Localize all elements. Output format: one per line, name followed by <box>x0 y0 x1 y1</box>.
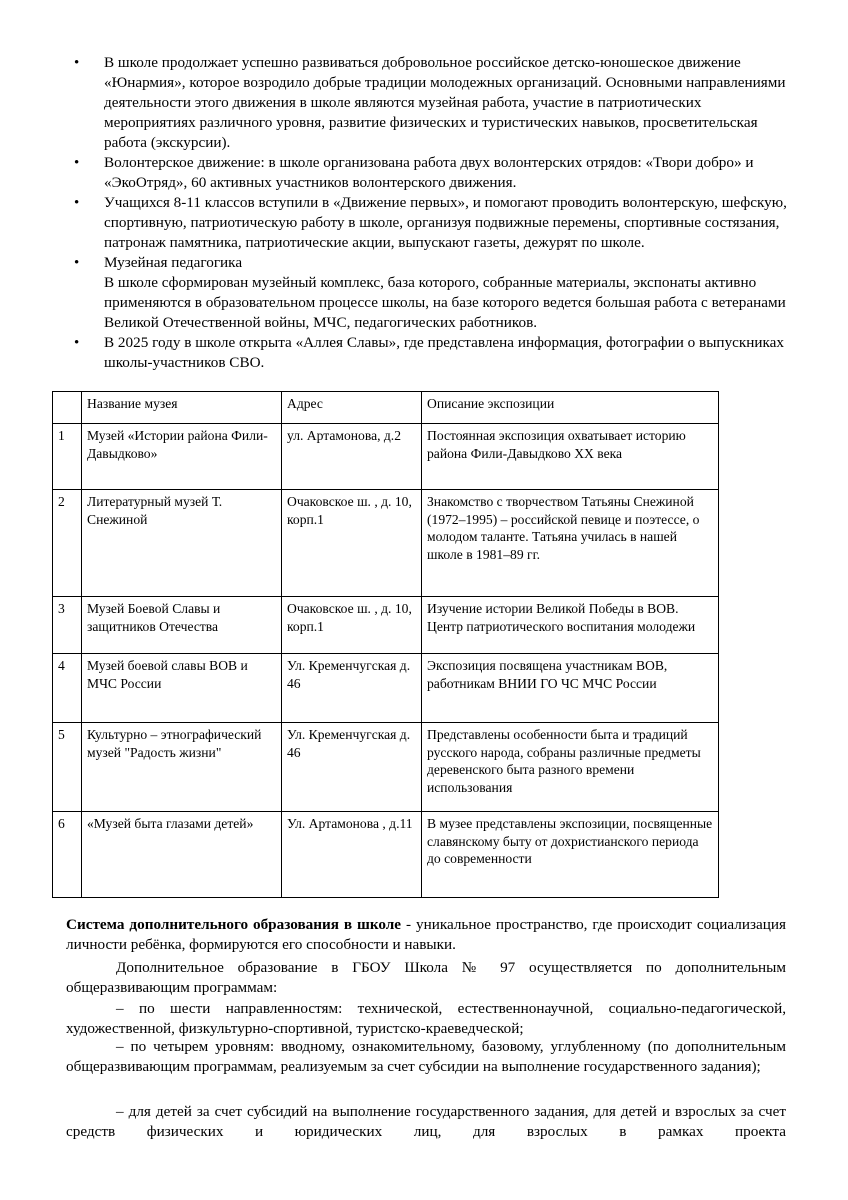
paragraph-text: – для детей за счет субсидий на выполнение государственного задания, для детей и взрослых за счет средств физических и юридических лиц, для взрослых в рамках проекта <box>66 1103 786 1140</box>
museum-description: Экспозиция посвящена участникам ВОВ, работникам ВНИИ ГО ЧС МЧС России <box>422 654 719 723</box>
column-header-address: Адрес <box>282 392 422 424</box>
column-header-description: Описание экспозиции <box>422 392 719 424</box>
museum-address: Ул. Кременчугская д. 46 <box>282 654 422 723</box>
row-number: 3 <box>53 597 82 654</box>
row-number: 2 <box>53 490 82 597</box>
table-row <box>53 597 719 654</box>
museum-address: Очаковское ш. , д. 10, корп.1 <box>282 490 422 597</box>
museum-description: В музее представлены экспозиции, посвященные славянскому быту от дохристианского периода до современности <box>422 812 719 898</box>
museum-description: Знакомство с творчеством Татьяны Снежиной (1972–1995) – российской певице и поэтессе, о молодом таланте. Татьяна училась в нашей школе в 1981–89 гг. <box>422 490 719 597</box>
museum-name: Музей Боевой Славы и защитников Отечества <box>82 597 282 654</box>
museum-name: Музей «Истории района Фили-Давыдково» <box>82 424 282 490</box>
museum-name: Культурно – этнографический музей "Радость жизни" <box>82 723 282 812</box>
paragraph-text: – по шести направленностям: технической, естественнонаучной, социально-педагогической, художественной, физкультурно-спортивной, туристско-краеведческой; <box>66 1000 786 1037</box>
row-number: 5 <box>53 723 82 812</box>
table-row <box>53 723 719 812</box>
museum-address: ул. Артамонова, д.2 <box>282 424 422 490</box>
paragraph-text: - уникальное пространство, где происходит социализация личности ребёнка, формируются его способности и навыки. <box>66 916 786 953</box>
table-row <box>53 490 719 597</box>
section-heading: Система дополнительного образования в школе <box>66 916 402 933</box>
list-item: • Учащихся 8-11 классов вступили в «Движение первых», и помогают проводить волонтерскую, шефскую, спортивную, патриотическую работу в школе, организуя подвижные перемены, спортивные состязания, патронаж памятника, патриотические акции, выпускают газеты, дежурят по школе. <box>74 193 794 253</box>
table-row <box>53 424 719 490</box>
museum-name: Литературный музей Т. Снежиной <box>82 490 282 597</box>
row-number: 6 <box>53 812 82 898</box>
intro-paragraph <box>66 915 786 955</box>
column-header-name: Название музея <box>82 392 282 424</box>
table-header-row <box>53 392 719 424</box>
museum-description: Постоянная экспозиция охватывает историю района Фили-Давыдково XX века <box>422 424 719 490</box>
table-row <box>53 812 719 898</box>
column-header-number <box>53 392 82 424</box>
museum-name: «Музей быта глазами детей» <box>82 812 282 898</box>
museum-description: Изучение истории Великой Победы в ВОВ. Центр патриотического воспитания молодежи <box>422 597 719 654</box>
list-item: • В школе продолжает успешно развиваться добровольное российское детско-юношеское движение «Юнармия», которое возродило добрые традиции молодежных организаций. Основными направлениями деятельности этого движения в школе являются музейная работа, участие в патриотических мероприятиях различного уровня, развитие физических и туристических навыков, просветительская работа (экскурсии). <box>74 53 794 153</box>
museum-address: Ул. Кременчугская д. 46 <box>282 723 422 812</box>
museum-description: Представлены особенности быта и традиций русского народа, собраны различные предметы деревенского быта разного времени использования <box>422 723 719 812</box>
list-item: • Волонтерское движение: в школе организована работа двух волонтерских отрядов: «Твори добро» и «ЭкоОтряд», 60 активных участников волонтерского движения. <box>74 153 794 193</box>
paragraph-text: – по четырем уровням: вводному, ознакомительному, базовому, углубленному (по дополнительным общеразвивающим программам, реализуемым за счет субсидии на выполнение государственного задания); <box>66 1038 786 1075</box>
list-item: • В 2025 году в школе открыта «Аллея Славы», где представлена информация, фотографии о выпускниках школы-участников СВО. <box>74 333 794 373</box>
museum-address: Очаковское ш. , д. 10, корп.1 <box>282 597 422 654</box>
paragraph-text: Дополнительное образование в ГБОУ Школа № 97 осуществляется по дополнительным общеразвивающим программам: <box>66 959 786 996</box>
museum-name: Музей боевой славы ВОВ и МЧС России <box>82 654 282 723</box>
row-number: 4 <box>53 654 82 723</box>
list-item: • Музейная педагогика В школе сформирован музейный комплекс, база которого, собранные материалы, экспонаты активно применяются в образовательном процессе школы, на базе которого ведется большая работа с ветеранами Великой Отечественной войны, МЧС, педагогических работников. <box>74 253 794 333</box>
museums-table <box>52 391 719 898</box>
table-row <box>53 654 719 723</box>
museum-address: Ул. Артамонова , д.11 <box>282 812 422 898</box>
row-number: 1 <box>53 424 82 490</box>
activities-bullet-list <box>74 53 794 373</box>
